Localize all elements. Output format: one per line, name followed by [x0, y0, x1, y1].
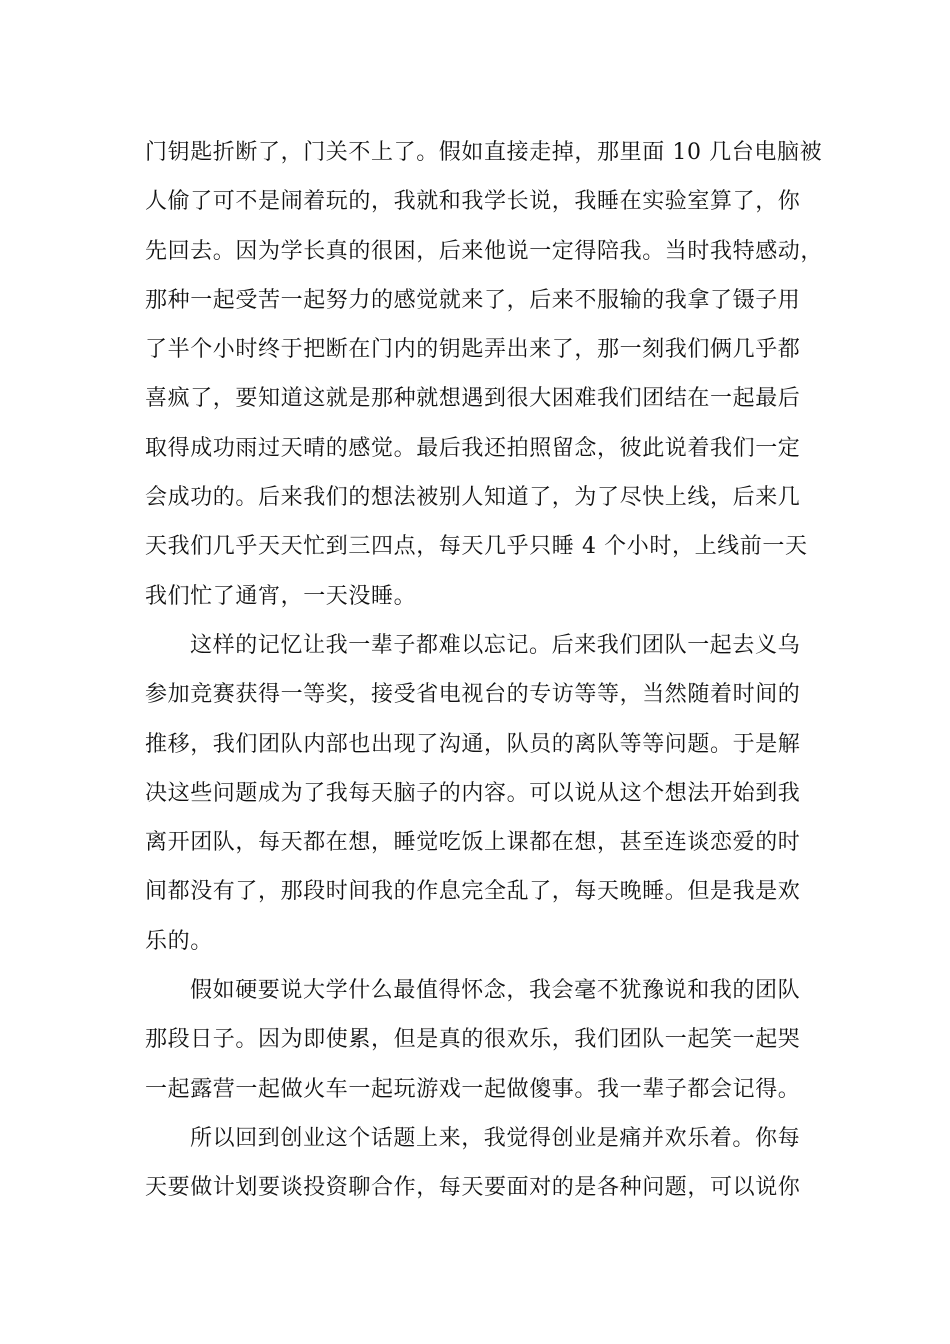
text-line: 天要做计划要谈投资聊合作，每天要面对的是各种问题，可以说你: [145, 1175, 801, 1201]
text-line: 这样的记忆让我一辈子都难以忘记。后来我们团队一起去义乌: [190, 632, 801, 658]
text-line: 那种一起受苦一起努力的感觉就来了，后来不服输的我拿了镊子用: [145, 287, 801, 313]
paragraph-4: [145, 1114, 820, 1213]
text-line: 那段日子。因为即使累，但是真的很欢乐，我们团队一起笑一起哭: [145, 1027, 801, 1053]
text-line: 会成功的。后来我们的想法被别人知道了，为了尽快上线，后来几: [145, 485, 801, 511]
paragraph-2: [145, 621, 820, 966]
text-line: 决这些问题成为了我每天脑子的内容。可以说从这个想法开始到我: [145, 780, 801, 806]
text-line: 所以回到创业这个话题上来，我觉得创业是痛并欢乐着。你每: [190, 1125, 801, 1151]
text-line: 门钥匙折断了，门关不上了。假如直接走掉，那里面 10 几台电脑被: [145, 140, 823, 165]
document-body: [145, 128, 824, 1213]
text-line: 我们忙了通宵，一天没睡。: [145, 583, 417, 609]
text-line: 参加竞赛获得一等奖，接受省电视台的专访等等，当然随着时间的: [145, 682, 801, 708]
text-line: 间都没有了，那段时间我的作息完全乱了，每天晚睡。但是我是欢: [145, 879, 801, 905]
text-line: 天我们几乎天天忙到三四点，每天几乎只睡 4 个小时，上线前一天: [145, 534, 808, 560]
text-line: 人偷了可不是闹着玩的，我就和我学长说，我睡在实验室算了，你: [145, 189, 801, 215]
text-line: 了半个小时终于把断在门内的钥匙弄出来了，那一刻我们俩几乎都: [145, 337, 801, 363]
paragraph-3: [145, 966, 820, 1114]
text-line: 推移，我们团队内部也出现了沟通，队员的离队等等问题。于是解: [145, 731, 801, 757]
text-line: 离开团队，每天都在想，睡觉吃饭上课都在想，甚至连谈恋爱的时: [145, 830, 801, 856]
text-line: 喜疯了，要知道这就是那种就想遇到很大困难我们团结在一起最后: [145, 386, 801, 412]
text-line: 乐的。: [145, 928, 213, 954]
paragraph-1: [145, 128, 824, 621]
text-line: 先回去。因为学长真的很困，后来他说一定得陪我。当时我特感动，: [145, 238, 824, 264]
text-line: 一起露营一起做火车一起玩游戏一起做傻事。我一辈子都会记得。: [145, 1076, 801, 1102]
text-line: 取得成功雨过天晴的感觉。最后我还拍照留念，彼此说着我们一定: [145, 435, 801, 461]
text-line: 假如硬要说大学什么最值得怀念，我会毫不犹豫说和我的团队: [190, 978, 801, 1004]
